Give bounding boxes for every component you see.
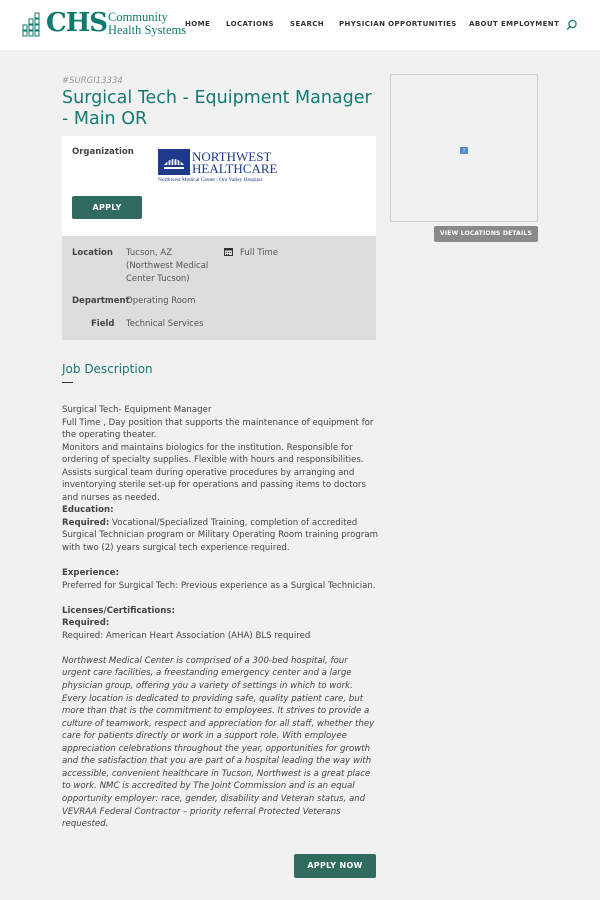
- field-value: Technical Services: [126, 319, 204, 329]
- job-description-body: [62, 404, 378, 831]
- licenses-text: Required: American Heart Association (AHA) BLS required: [62, 630, 311, 641]
- nav-locations[interactable]: LOCATIONS: [226, 20, 275, 28]
- view-locations-details-button[interactable]: VIEW LOCATIONS DETAILS: [434, 226, 538, 242]
- nw-logo-line-2: HEALTHCARE: [192, 161, 278, 176]
- education-required-label: Required:: [62, 517, 110, 528]
- site-header: [0, 0, 600, 50]
- spacer: [62, 555, 378, 568]
- heading-divider: [62, 382, 73, 383]
- job-id: #SURGI13334: [62, 76, 123, 86]
- department-value: Operating Room: [126, 296, 196, 306]
- intro-line-2: Full Time , Day position that supports the maintenance of equipment for the operating theater.: [62, 417, 374, 441]
- intro-line-3: Monitors and maintains biologics for the institution. Responsible for ordering of specialty supplies. Flexible with hours and responsibilities. Assists surgical team during operative procedures by arranging and inventorying sterile set-up for operations and passing items to doctors and nurses as needed.: [62, 442, 366, 503]
- job-details-card: [62, 236, 376, 340]
- apply-now-button[interactable]: APPLY NOW: [294, 854, 376, 878]
- northwest-emblem-icon: [158, 149, 190, 175]
- about-paragraph: Northwest Medical Center is comprised of a 300-bed hospital, four urgent care facilities, a freestanding emergency center and a large physician group, offering you a variety of settings in which to work. Every location is dedicated to providing safe, quality patient care, but more than that is the commitment to employees. It strives to provide a culture of teamwork, respect and appreciation for all staff, whether they care for patients directly or work in a support role. With employee appreciation celebrations throughout the year, opportunities for growth and the satisfaction that you are part of a hospital leading the way with accessible, convenient healthcare in Tucson, Northwest is a great place to work. NMC is accredited by The Joint Commission and is an equal opportunity employer: race, gender, disability and Veteran status, and VEVRAA Federal Contractor – priority referral Protected Veterans requested.: [62, 655, 375, 830]
- svg-text:?: ?: [462, 148, 466, 154]
- northwest-healthcare-logo: [158, 149, 288, 185]
- licenses-required-label: Required:: [62, 618, 110, 629]
- logo-line-2: Health Systems: [108, 23, 187, 37]
- logo-abbrev: CHS: [46, 8, 108, 38]
- search-icon[interactable]: [566, 19, 578, 31]
- broken-image-icon: [460, 147, 468, 154]
- organization-card: [62, 136, 376, 236]
- page-title: Surgical Tech - Equipment Manager - Main OR: [62, 88, 372, 129]
- education-label: Education:: [62, 505, 114, 516]
- nav-search[interactable]: SEARCH: [290, 20, 325, 28]
- experience-text: Preferred for Surgical Tech: Previous experience as a Surgical Technician.: [62, 580, 376, 591]
- location-label: Location: [72, 248, 113, 258]
- apply-button[interactable]: APPLY: [72, 196, 142, 219]
- logo-line-1: Community: [108, 10, 168, 24]
- job-description-heading: Job Description: [62, 362, 153, 376]
- nav-about-employment[interactable]: ABOUT EMPLOYMENT: [469, 20, 560, 28]
- spacer: [62, 642, 378, 655]
- organization-label: Organization: [72, 147, 134, 157]
- nav-home[interactable]: HOME: [185, 20, 211, 28]
- schedule-value: Full Time: [240, 248, 279, 258]
- education-paragraph: [62, 517, 378, 555]
- intro-line-1: Surgical Tech- Equipment Manager: [62, 405, 212, 415]
- field-label: Field: [91, 319, 115, 329]
- licenses-label: Licenses/Certifications:: [62, 605, 175, 616]
- chs-logo-mark-icon: [22, 12, 44, 38]
- experience-label: Experience:: [62, 568, 119, 579]
- education-text: Vocational/Specialized Training, completion of accredited Surgical Technician program or Military Operating Room training program with two (2) years surgical tech experience required.: [62, 517, 378, 554]
- department-label: Department: [72, 296, 130, 306]
- location-value: Tucson, AZ (Northwest Medical Center Tucson): [126, 248, 209, 284]
- spacer: [62, 592, 378, 605]
- calendar-icon: [224, 248, 233, 256]
- nw-logo-line-1: NORTHWEST: [192, 149, 272, 164]
- nw-logo-line-3: Northwest Medical Center | Oro Valley Hospital: [158, 177, 262, 183]
- location-map[interactable]: [390, 74, 538, 222]
- nav-physician-opportunities[interactable]: PHYSICIAN OPPORTUNITIES: [339, 20, 457, 28]
